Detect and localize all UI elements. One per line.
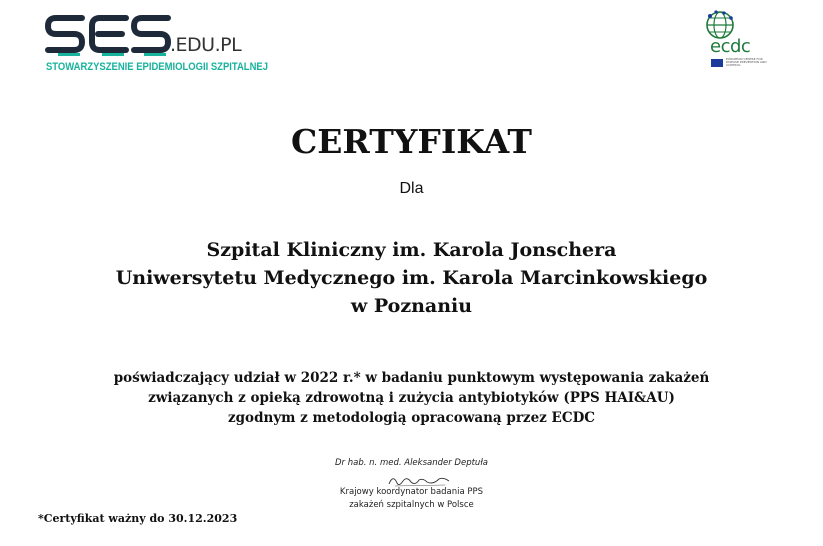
signatory-name: Dr hab. n. med. Aleksander Deptuła: [335, 458, 488, 468]
signatory-role-line: zakażeń szpitalnych w Polsce: [349, 500, 474, 510]
ses-organization-name: STOWARZYSZENIE EPIDEMIOLOGII SZPITALNEJ: [46, 61, 268, 73]
ses-domain-text: .EDU.PL: [170, 34, 242, 56]
institution-line: w Poznaniu: [350, 295, 473, 317]
for-label: Dla: [399, 180, 424, 197]
ses-logo-mark: [44, 12, 174, 58]
validity-note: *Certyfikat ważny do 30.12.2023: [38, 512, 238, 525]
eu-flag-icon: [711, 59, 723, 67]
institution-line: Uniwersytetu Medycznego im. Karola Marcinkowskiego: [115, 267, 708, 289]
description-line: poświadczający udział w 2022 r.* w badaniu punktowym występowania zakażeń: [113, 370, 710, 386]
institution-line: Szpital Kliniczny im. Karola Jonschera: [206, 239, 617, 261]
ecdc-full-name: EUROPEAN CENTRE FOR DISEASE PREVENTION AND CONTROL: [726, 57, 767, 67]
ecdc-wordmark: ecdc: [710, 36, 751, 57]
certificate-description: [0, 368, 823, 428]
signatory-role-line: Krajowy koordynator badania PPS: [339, 487, 484, 497]
description-line: zgodnym z metodologią opracowaną przez ECDC: [227, 410, 596, 426]
certificate-title: CERTYFIKAT: [291, 122, 532, 161]
ses-logo: [44, 12, 268, 76]
ecdc-logo: [696, 8, 776, 70]
description-line: związanych z opieką zdrowotną i zużycia antybiotyków (PPS HAI&AU): [148, 390, 675, 406]
signatory-role: [0, 486, 823, 512]
institution-name: [0, 236, 823, 320]
